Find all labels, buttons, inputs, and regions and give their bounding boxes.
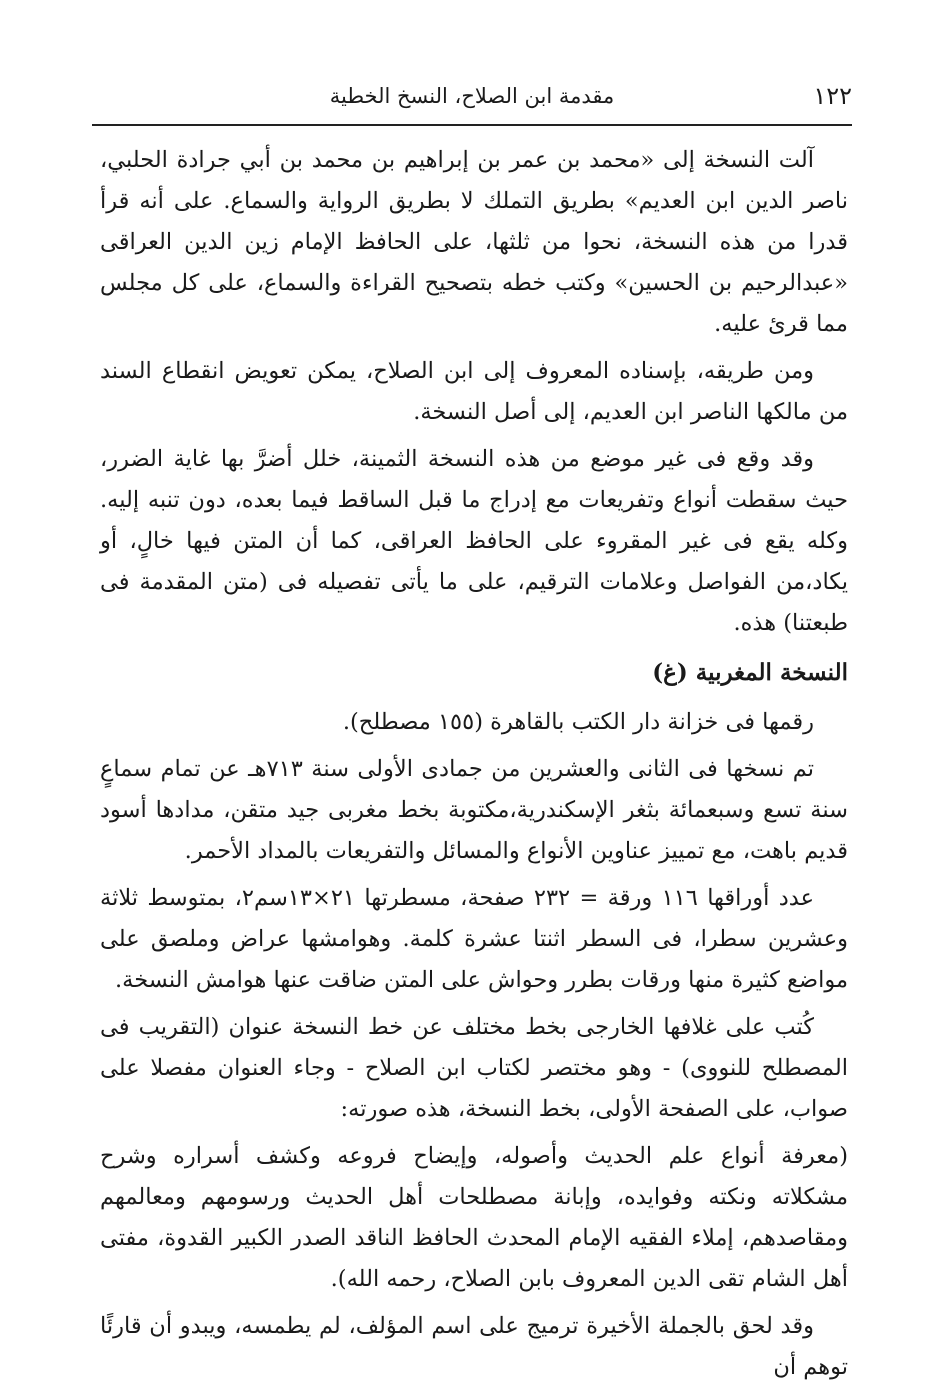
paragraph-folio-count: عدد أوراقها ١١٦ ورقة = ٢٣٢ صفحة، مسطرتها ٢١×١٣سم٢، بمتوسط ثلاثة وعشرين سطرا، فى السطر اثنتا عشرة كلمة. وهوامشها عراض وملصق على مواضع كثيرة منها ورقات بطرر وحواش على المتن ضاقت عنها هوامش النسخة. — [100, 885, 848, 993]
paragraph-final: وقد لحق بالجملة الأخيرة ترميج على اسم المؤلف، لم يطمسه، ويبدو أن قارئًا توهم أن — [100, 1313, 848, 1380]
paragraph-title-quote: (معرفة أنواع علم الحديث وأصوله، وإيضاح فروعه وكشف أسراره وشرح مشكلاته ونكته وفوايده، وإبانة مصطلحات أهل الحديث ورسومهم ومعالمهم ومقاصدهم، إملاء الفقيه الإمام المحدث الحافظ الناقد الصدر الكبير القدوة، مفتى أهل الشام تقى الدين المعروف بابن الصلاح، رحمه الله). — [100, 1143, 848, 1292]
paragraph-catalog-number: رقمها فى خزانة دار الكتب بالقاهرة (١٥٥ مصطلح). — [342, 709, 814, 735]
page-body — [100, 140, 848, 1394]
running-title: مقدمة ابن الصلاح، النسخ الخطية — [329, 84, 615, 108]
running-header — [92, 80, 852, 118]
header-rule — [92, 124, 852, 126]
section-heading: النسخة المغربية (غ) — [652, 659, 848, 686]
paragraph-copy-date: تم نسخها فى الثانى والعشرين من جمادى الأولى سنة ٧١٣هـ عن تمام سماعٍ سنة تسع وسبعمائة بثغر الإسكندرية،مكتوبة بخط مغربى جيد متقن، مدادها أسود قديم باهت، مع تمييز عناوين الأنواع والمسائل والتفريعات بالمداد الأحمر. — [100, 756, 848, 864]
paragraph-chain-of-transmission: ومن طريقه، بإسناده المعروف إلى ابن الصلاح، يمكن تعويض انقطاع السند من مالكها الناصر ابن العديم، إلى أصل النسخة. — [100, 358, 848, 425]
page-number: ١٢٢ — [813, 82, 852, 110]
paragraph-cover-title: كُتب على غلافها الخارجى بخط مختلف عن خط النسخة عنوان (التقريب فى المصطلح للنووى) - وهو مختصر لكتاب ابن الصلاح - وجاء العنوان مفصلا على صواب، على الصفحة الأولى، بخط النسخة، هذه صورته: — [100, 1014, 848, 1122]
paragraph-manuscript-ownership: آلت النسخة إلى «محمد بن عمر بن إبراهيم بن محمد بن أبي جرادة الحلبي، ناصر الدين ابن العديم» بطريق التملك لا بطريق الرواية والسماع. على أنه قرأ قدرا من هذه النسخة، نحوا من ثلثها، على الحافظ الإمام زين الدين العراقى «عبدالرحيم بن الحسين» وكتب خطه بتصحيح القراءة والسماع، على كل مجلس مما قرئ عليه. — [100, 147, 848, 337]
paragraph-manuscript-defects: وقد وقع فى غير موضع من هذه النسخة الثمينة، خلل أضرَّ بها غاية الضرر، حيث سقطت أنواع وتفريعات مع إدراج ما قبل الساقط فيما بعده، دون تنبه إليه. وكله يقع فى غير المقروء على الحافظ العراقى، كما أن المتن فيها خالٍ، أو يكاد،من الفواصل وعلامات الترقيم، على ما يأتى تفصيله فى (متن المقدمة فى طبعتنا) هذه. — [100, 446, 848, 636]
